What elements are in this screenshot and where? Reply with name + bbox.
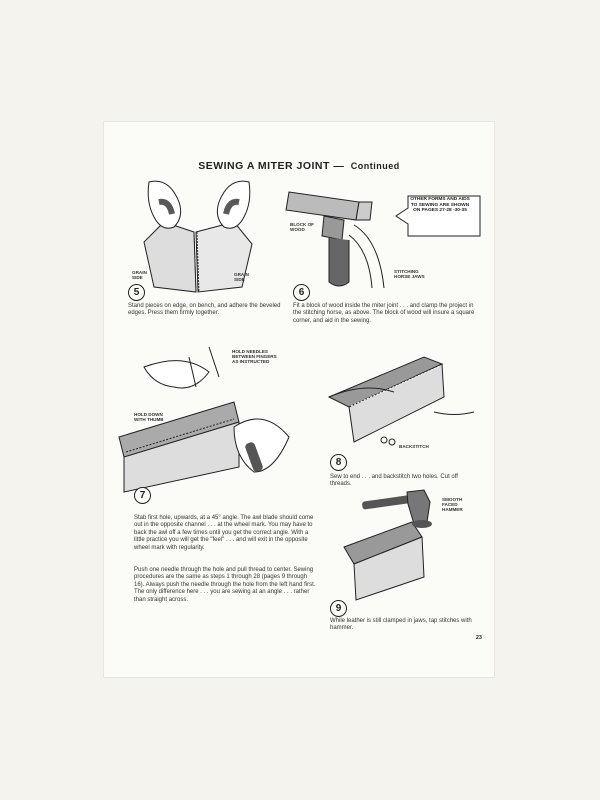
step9-number: 9 [330,600,347,617]
label-smooth-hammer: SMOOTH FACED HAMMER [442,497,463,513]
title-continued: Continued [350,161,400,171]
step5-caption: Stand pieces on edge, on bench, and adhere the beveled edges. Press them firmly together. [128,303,281,317]
title-main: SEWING A MITER JOINT [198,160,330,172]
step8-number: 8 [330,454,347,471]
label-hold-down: HOLD DOWN WITH THUMB [134,412,164,423]
label-hold-needles: HOLD NEEDLES BETWEEN FINGERS AS INSTRUCTED [232,349,277,365]
label-grain-right: GRAIN SIDE [234,272,249,283]
step7-caption-2: Push one needle through the hole and pull thread to center. Sewing procedures are the same as steps 1 through 28 (pages 9 through 16). Always push the needle through the hole from the left hand first. The only difference here . . . you are sewing at an angle . . . rather than straight across. [134,567,316,603]
label-backstitch: BACKSTITCH [399,444,429,449]
step6-number: 6 [293,284,310,301]
other-forms-note: OTHER FORMS AND AIDS TO SEWING ARE SHOWN ON PAGES 27-28 -30-35 [410,197,470,214]
step5-number: 5 [128,284,145,301]
step7-caption: Stab first hole, upwards, at a 45° angle. The awl blade should come out in the opposite channel . . . at the wheel mark. You may have to back the awl off a few times until you get the correct angle. With a little practice you will get the "feel" . . . and will exit in the opposite wheel mark with regularity. [134,515,314,551]
page-title [104,160,494,172]
title-separator: — [329,160,348,172]
document-page [104,122,494,677]
label-block-of-wood: BLOCK OF WOOD [290,222,314,233]
page-number: 23 [475,635,482,641]
step8-caption: Sew to end . . . and backstitch two holes. Cut off threads. [330,474,458,488]
step6-caption: Fit a block of wood inside the miter joint . . . and clamp the project in the stitching horse, as above. The block of wood will insure a square corner, and aid in the sewing. [293,303,475,324]
label-stitching-jaws: STITCHING HORSE JAWS [394,269,425,280]
label-grain-left: GRAIN SIDE [132,270,147,281]
step7-number: 7 [134,487,151,504]
step9-caption: While leather is still clamped in jaws, tap stitches with hammer. [330,618,472,632]
